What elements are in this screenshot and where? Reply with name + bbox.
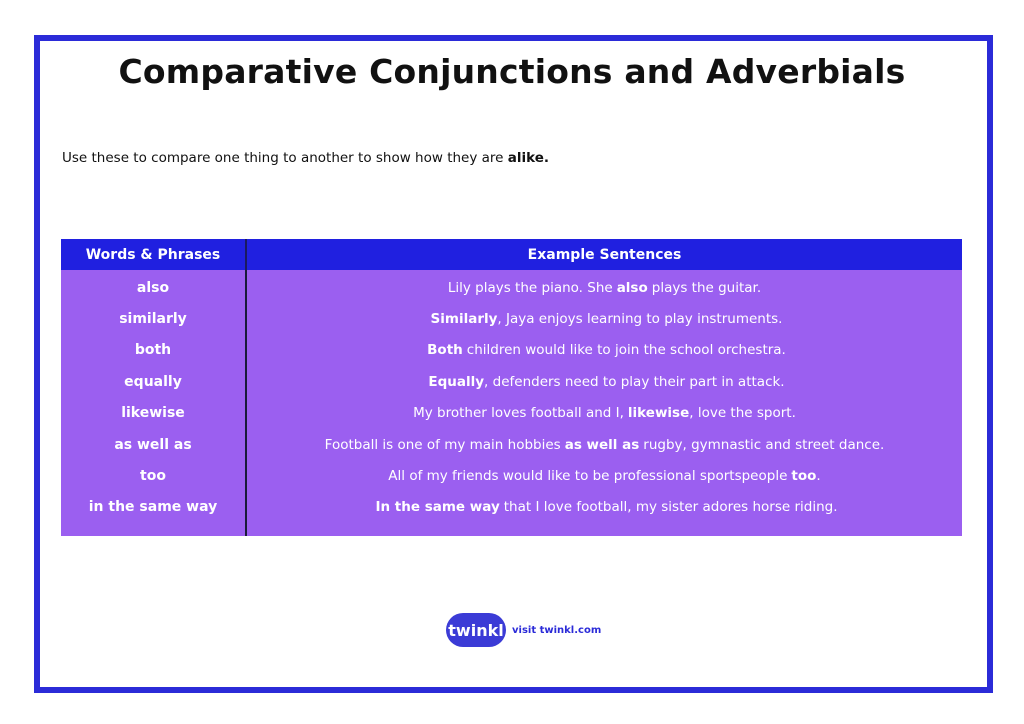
sentence-cell (247, 398, 962, 429)
sentence-bold: Equally (428, 373, 485, 390)
sentence-pre: All of my friends would like to be professional sportspeople (388, 468, 788, 485)
word-cell: likewise (121, 405, 185, 422)
sentence-bold: likewise (627, 405, 690, 422)
sentence-post: , love the sport. (689, 405, 796, 422)
sentence-post: that I love football, my sister adores horse riding. (503, 499, 838, 516)
twinkl-logo-text: twinkl (448, 620, 504, 640)
sentence-bold: as well as (564, 436, 640, 453)
sentence-pre: Lily plays the piano. She (447, 279, 613, 296)
header-words-phrases: Words & Phrases (61, 239, 247, 270)
word-cell: also (136, 279, 170, 296)
sentence-post: , defenders need to play their part in attack. (484, 373, 785, 390)
sentence-cell (247, 429, 962, 460)
sentence-cell (247, 335, 962, 366)
sentence-bold: In the same way (375, 499, 500, 516)
visit-link[interactable]: visit twinkl.com (512, 624, 602, 636)
word-cell: too (140, 468, 166, 485)
sentence-bold: Both (427, 342, 463, 359)
page-title: Comparative Conjunctions and Adverbials (118, 52, 906, 91)
sentences-column (247, 270, 962, 536)
sentence-bold: too (791, 468, 817, 485)
sentence-post: , Jaya enjoys learning to play instruments. (497, 311, 783, 328)
twinkl-logo[interactable] (446, 613, 506, 647)
sentence-cell (247, 303, 962, 334)
sentence-bold: Similarly (430, 311, 498, 328)
intro-text-main: Use these to compare one thing to another to show how they are (62, 150, 508, 166)
sentence-cell (247, 460, 962, 491)
sentence-post: . (816, 468, 821, 485)
word-cell: equally (124, 373, 182, 390)
sentence-pre: Football is one of my main hobbies (324, 436, 561, 453)
table-header (61, 239, 962, 270)
word-cell: in the same way (88, 499, 218, 516)
conjunctions-table (61, 239, 962, 536)
intro-text-bold: alike. (507, 150, 550, 166)
sentence-cell (247, 272, 962, 303)
sentence-post: children would like to join the school orchestra. (466, 342, 786, 359)
header-example-sentences: Example Sentences (527, 246, 682, 263)
word-cell: similarly (119, 311, 187, 328)
sentence-cell (247, 366, 962, 397)
sentence-pre: My brother loves football and I, (413, 405, 624, 422)
word-cell: as well as (114, 436, 192, 453)
footer (446, 612, 601, 648)
sentence-post: rugby, gymnastic and street dance. (643, 436, 885, 453)
sentence-post: plays the guitar. (651, 279, 762, 296)
sentence-bold: also (616, 279, 648, 296)
word-cell: both (134, 342, 172, 359)
intro-text (62, 150, 549, 166)
words-column (61, 270, 247, 536)
sentence-cell (247, 492, 962, 523)
table-body (61, 270, 962, 536)
